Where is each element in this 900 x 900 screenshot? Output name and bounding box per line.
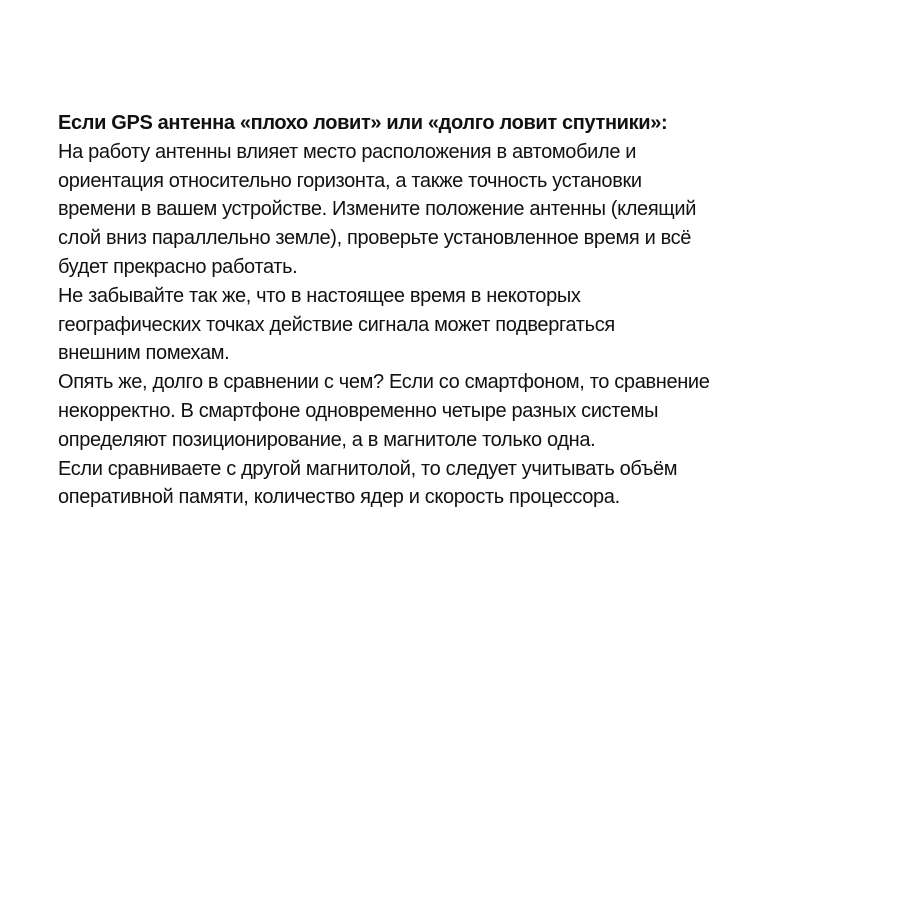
document-body — [58, 109, 848, 512]
paragraph-line: Опять же, долго в сравнении с чем? Если со смартфоном, то сравнение — [58, 371, 710, 394]
paragraph-line: Если сравниваете с другой магнитолой, то следует учитывать объём — [58, 457, 678, 480]
paragraph-line: определяют позиционирование, а в магнитоле только одна. — [58, 428, 596, 451]
paragraph-line: На работу антенны влияет место расположения в автомобиле и — [58, 140, 637, 163]
paragraph-line: ориентация относительно горизонта, а также точность установки — [58, 169, 642, 192]
paragraph-line: слой вниз параллельно земле), проверьте установленное время и всё — [58, 227, 692, 250]
document-heading: Если GPS антенна «плохо ловит» или «долго ловит спутники»: — [58, 112, 668, 134]
paragraph-line: некорректно. В смартфоне одновременно четыре разных системы — [58, 399, 659, 422]
paragraph-line: Не забывайте так же, что в настоящее время в некоторых — [58, 284, 581, 307]
paragraph-line: географических точках действие сигнала может подвергаться — [58, 313, 615, 336]
paragraph-line: будет прекрасно работать. — [58, 255, 298, 278]
paragraph-line: времени в вашем устройстве. Измените положение антенны (клеящий — [58, 198, 697, 221]
paragraph-line: внешним помехам. — [58, 342, 230, 365]
paragraph-line: оперативной памяти, количество ядер и скорость процессора. — [58, 486, 620, 509]
